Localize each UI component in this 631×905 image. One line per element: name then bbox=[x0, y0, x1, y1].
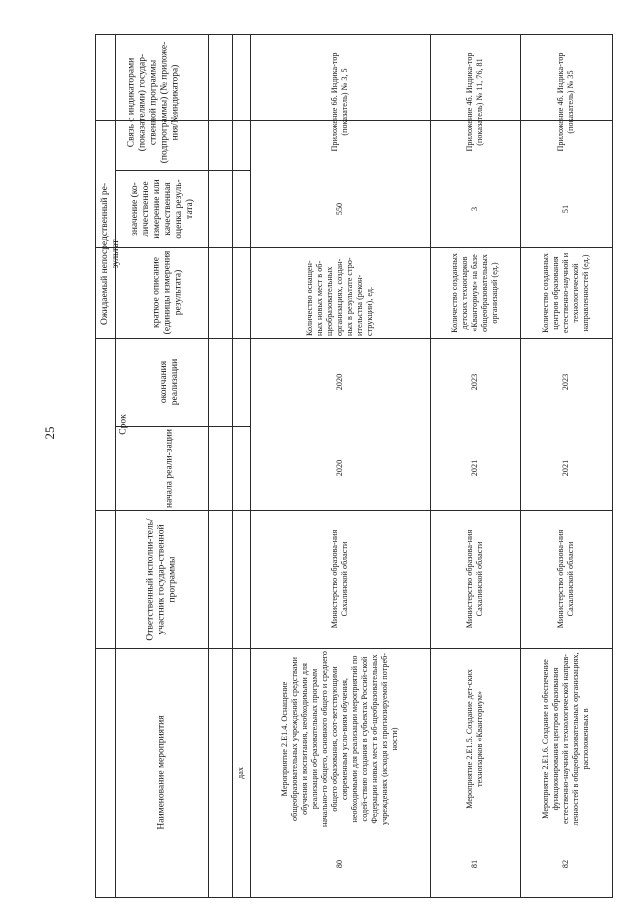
table-row-81-link bbox=[430, 34, 520, 170]
continuation-text: дах bbox=[236, 766, 245, 779]
table-row-80-start bbox=[250, 426, 430, 510]
header-term: Срок bbox=[118, 413, 128, 435]
row-number: 81 bbox=[470, 859, 479, 868]
page-number: 25 bbox=[42, 426, 57, 440]
header-result-desc: краткое описание (единицы измерения результата) bbox=[151, 250, 183, 335]
table-line bbox=[95, 897, 613, 898]
header-result: Ожидаемый непосредственный ре-зультат bbox=[100, 182, 121, 326]
header-cell-result-desc bbox=[127, 247, 208, 338]
row-responsible: Министерство образова-ния Сахалинской области bbox=[465, 529, 484, 629]
row-value: 51 bbox=[561, 204, 570, 213]
row-link: Приложение 4б. Индика-тор (показатель) № 11, 76, 81 bbox=[465, 52, 484, 152]
table-row-80-end bbox=[250, 338, 430, 426]
table-row-81-name bbox=[430, 648, 520, 830]
header-name: Наименование мероприятия bbox=[156, 715, 166, 830]
table-row-80-name bbox=[250, 648, 430, 830]
row-end: 2023 bbox=[470, 373, 479, 391]
row-name: Мероприятие 2.E1.5. Создание дет-ских технопарков «Кванториум» bbox=[465, 669, 484, 809]
table-line bbox=[95, 34, 96, 898]
row-responsible: Министерство образова-ния Сахалинской области bbox=[330, 529, 349, 629]
table-row-81-start bbox=[430, 426, 520, 510]
header-cell-term-end bbox=[132, 338, 208, 426]
row-value: 3 bbox=[470, 206, 479, 211]
row-desc: Количество оснащен-ных новых мест в об-щеобразовательных организациях, создан-ных в результате стро-ительства (рекон-струкции), ед. bbox=[305, 256, 374, 336]
row-value: 550 bbox=[335, 202, 344, 215]
table-row-82-name bbox=[520, 648, 612, 830]
table-row-81-value bbox=[430, 170, 520, 247]
row-link: Приложение 4б. Индика-тор (показатель) № 35 bbox=[556, 52, 575, 152]
row-desc: Количество созданных центров образования естественно-научной и технологической направленностей (ед.) bbox=[541, 252, 590, 333]
row-desc: Количество созданных детских технопарков «Кванториум» на базе общеобразовательных организаций (ед.) bbox=[450, 252, 499, 333]
table-row-81-number bbox=[430, 830, 520, 897]
header-cell-responsible bbox=[115, 510, 208, 648]
row-number: 82 bbox=[561, 859, 570, 868]
row-responsible: Министерство образова-ния Сахалинской области bbox=[556, 529, 575, 629]
table-row-82-link bbox=[520, 34, 612, 170]
table-row-80-desc bbox=[250, 247, 430, 338]
row-name: Мероприятие 2.E1.4. Оснащение общеобразовательных учреждений средствами обучения и воспитания, необходимыми для реализации об-разовательных программ начально-го общего, основного общего и среднего общего образования, соот-ветствующими современным усло-виям обучения, необходимыми для реализации мероприятий по содей-ствию создания в субъектах Россий-ской Федерации новых мест в об-щеобразовательных учреждениях (исходя из прогнозируемой потреб-ности) bbox=[280, 650, 399, 827]
row-end: 2020 bbox=[335, 373, 344, 391]
row-link: Приложение 6б. Индика-тор (показатель) № 3, 5 bbox=[330, 52, 349, 152]
row-name: Мероприятие 2.E1.6. Создание и обеспечение функционирования центров образования естественно-научной и технологической направ-ленностей в общеобразовательных организациях, расположенных в bbox=[541, 652, 590, 826]
header-responsible: Ответственный исполни-тель/участник государ-ственной программы bbox=[145, 517, 177, 641]
header-result-value: значение (ко-личественное измерение или качественная оценка резуль-тата) bbox=[130, 178, 195, 239]
table-row-80-value bbox=[250, 170, 430, 247]
table-row-80-responsible bbox=[250, 510, 430, 648]
table-line bbox=[612, 34, 613, 898]
header-cell-link bbox=[100, 34, 208, 170]
header-cell-term bbox=[115, 338, 132, 510]
header-term-end: окончания реализации bbox=[159, 358, 180, 406]
row-start: 2021 bbox=[470, 459, 479, 477]
row-number: 80 bbox=[335, 859, 344, 868]
table-row-82-responsible bbox=[520, 510, 612, 648]
table-row-81-end bbox=[430, 338, 520, 426]
header-cell-term-start bbox=[132, 426, 208, 510]
row-end: 2023 bbox=[561, 373, 570, 391]
header-link: Связь с индикаторами (показателями) государ-ственной программы (подпрограммы) (№ приложе-ния/№индикатора) bbox=[126, 41, 181, 163]
table-row-82-end bbox=[520, 338, 612, 426]
continuation-cell bbox=[232, 648, 250, 897]
table-line bbox=[208, 34, 209, 898]
header-term-start: начала реали-зации bbox=[164, 428, 175, 508]
table-row-80-link bbox=[250, 34, 430, 170]
table-row-82-value bbox=[520, 170, 612, 247]
row-start: 2020 bbox=[335, 459, 344, 477]
row-start: 2021 bbox=[561, 459, 570, 477]
table-row-81-responsible bbox=[430, 510, 520, 648]
header-cell-name bbox=[115, 648, 208, 897]
table-row-80-number bbox=[250, 830, 430, 897]
table-row-82-desc bbox=[520, 247, 612, 338]
table-row-82-number bbox=[520, 830, 612, 897]
table-row-82-start bbox=[520, 426, 612, 510]
header-cell-result-value bbox=[118, 170, 208, 247]
table-row-81-desc bbox=[430, 247, 520, 338]
